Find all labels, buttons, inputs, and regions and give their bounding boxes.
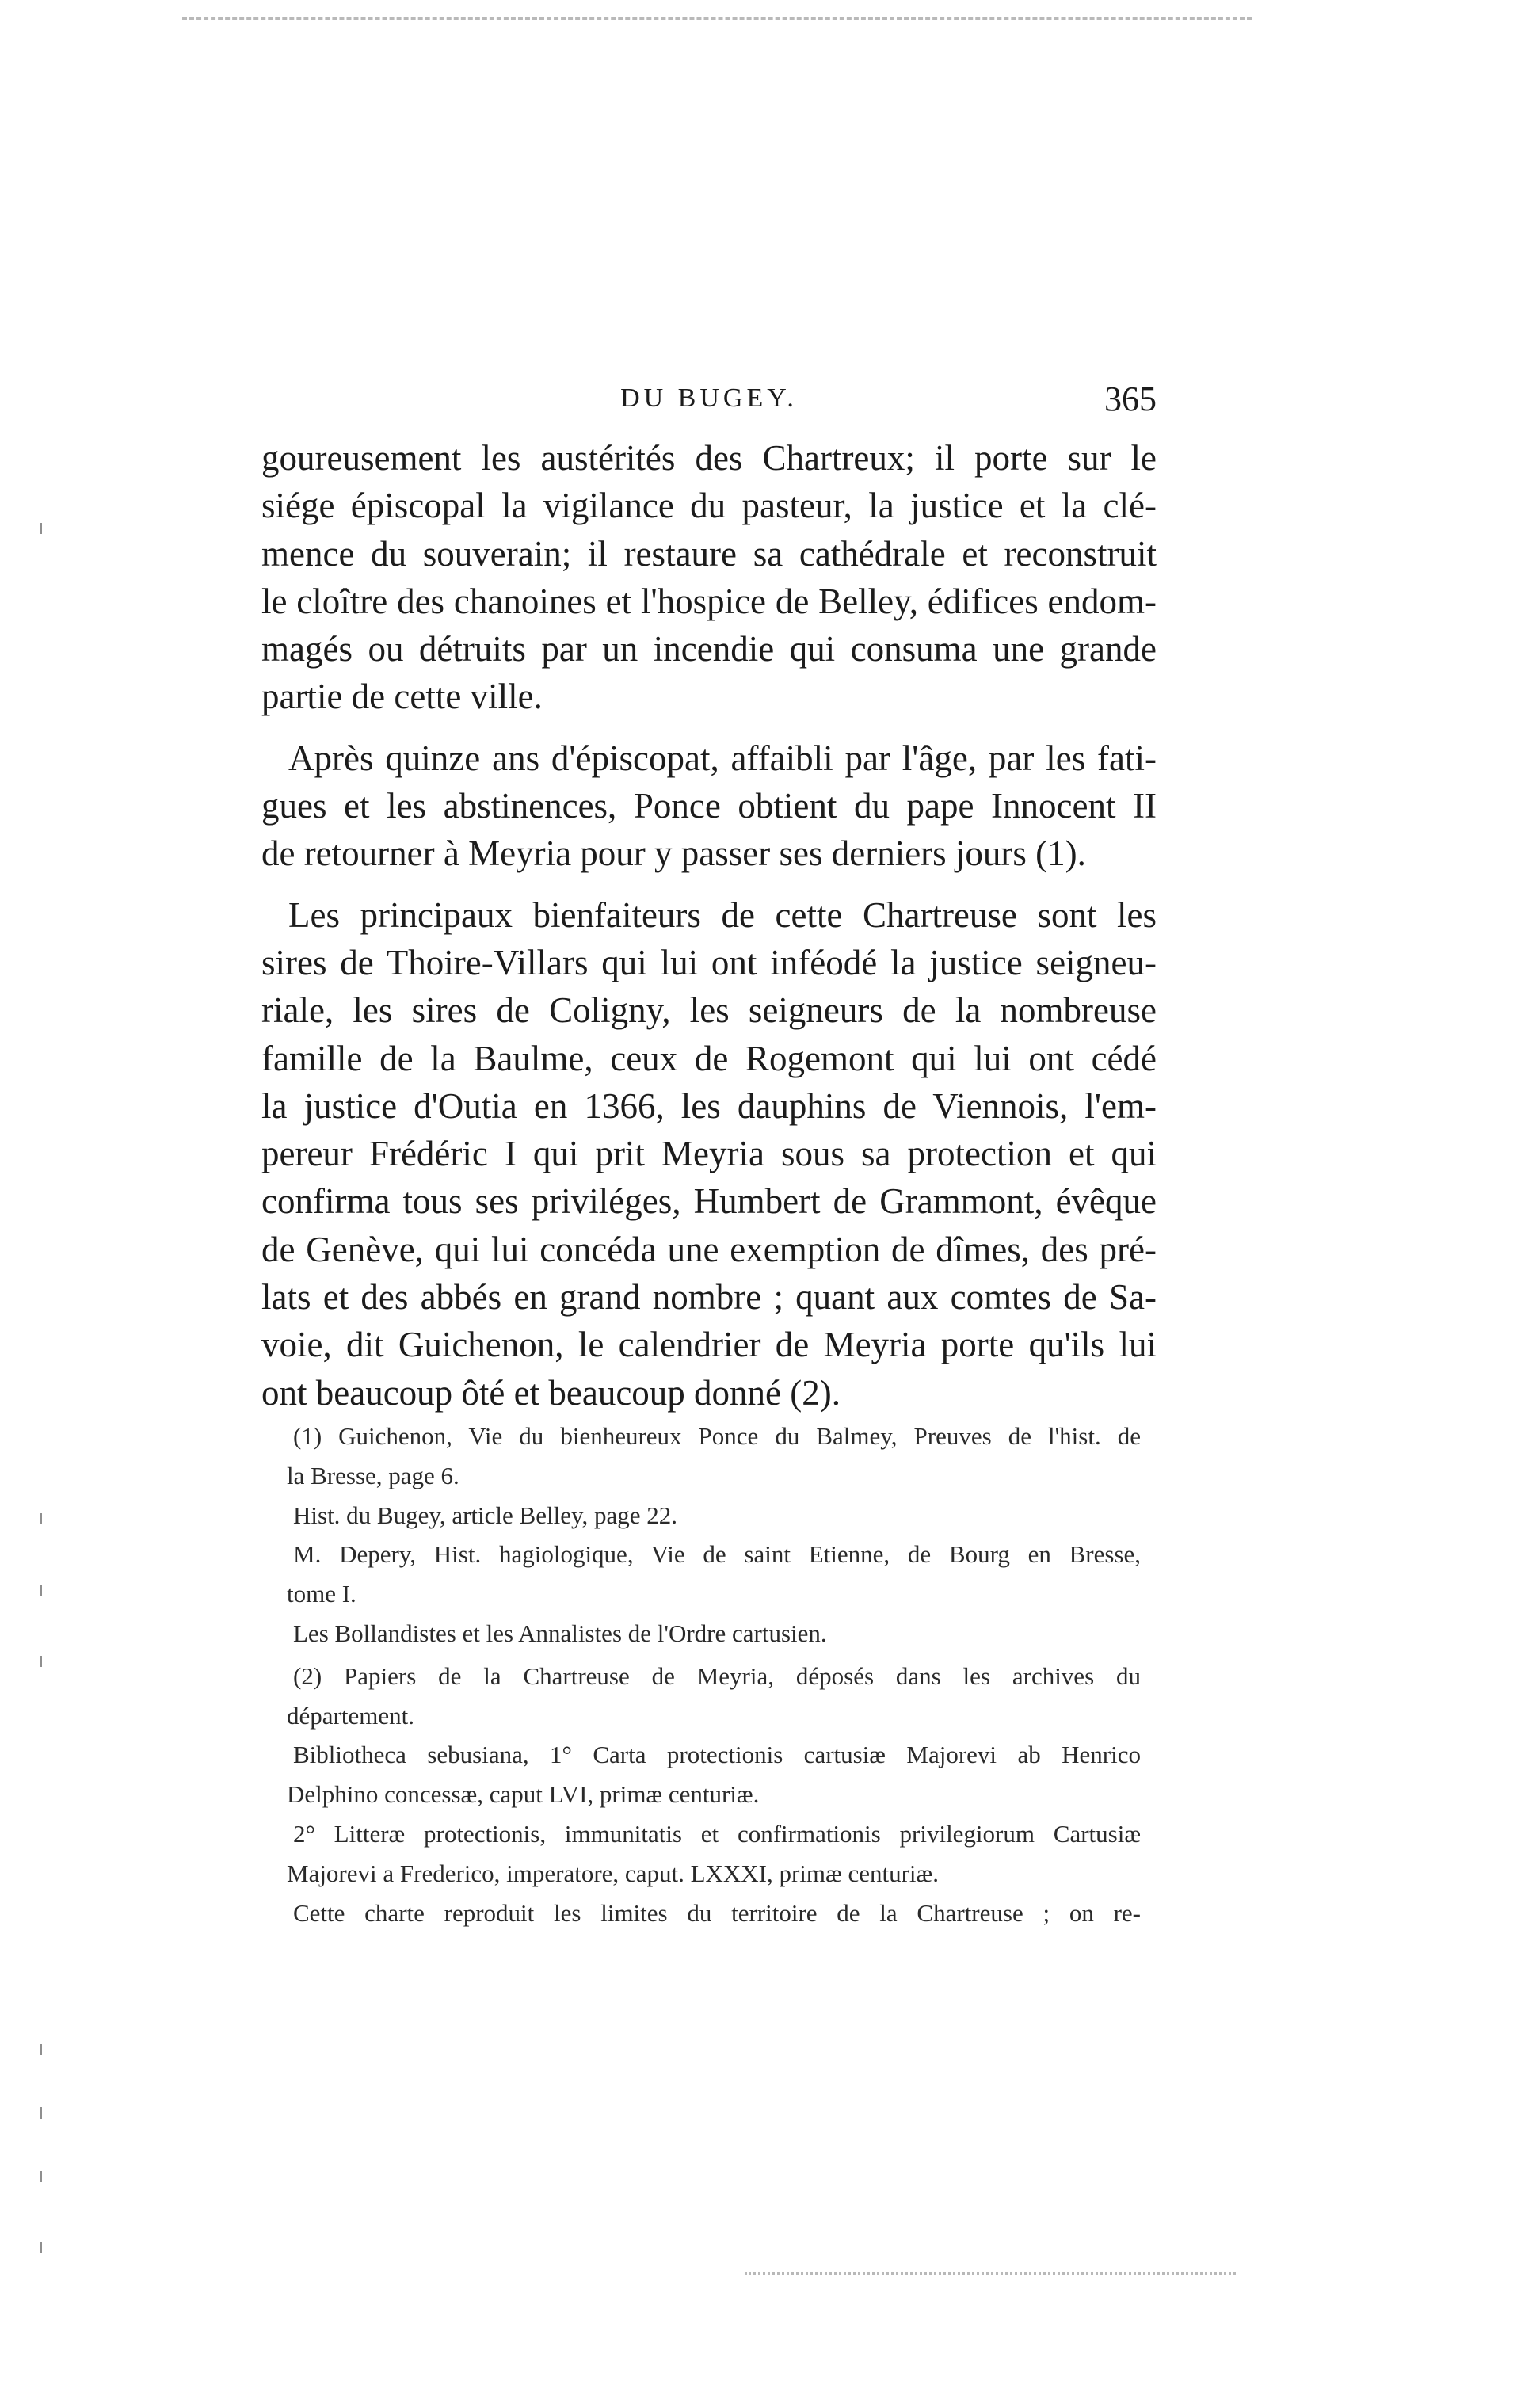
footnote-line: (1) Guichenon, Vie du bienheureux Ponce du Balmey, Preuves de l'hist. de — [293, 1422, 1141, 1450]
footnote-line: Cette charte reproduit les limites du territoire de la Chartreuse ; on re- — [293, 1898, 1141, 1927]
footnote-line: (2) Papiers de la Chartreuse de Meyria, déposés dans les archives du — [293, 1661, 1141, 1690]
body-line: Les principaux bienfaiteurs de cette Chartreuse sont les — [288, 894, 1157, 935]
footnote-line: Les Bollandistes et les Annalistes de l'Ordre cartusien. — [293, 1619, 827, 1647]
body-line: de retourner à Meyria pour y passer ses derniers jours (1). — [261, 833, 1086, 874]
body-line: riale, les sires de Coligny, les seigneurs de la nombreuse — [261, 990, 1157, 1031]
body-line: sires de Thoire-Villars qui lui ont inféodé la justice seigneu- — [261, 942, 1157, 982]
margin-mark — [40, 2242, 42, 2253]
footnote-line: Hist. du Bugey, article Belley, page 22. — [293, 1501, 677, 1529]
body-line: la justice d'Outia en 1366, les dauphins de Viennois, l'em- — [261, 1085, 1157, 1126]
body-line: le cloître des chanoines et l'hospice de Belley, édifices endom- — [261, 581, 1157, 621]
margin-mark — [40, 2044, 42, 2055]
footnote-line: Delphino concessæ, caput LVI, primæ centuriæ. — [287, 1780, 760, 1809]
margin-mark — [40, 2171, 42, 2182]
margin-mark — [40, 2107, 42, 2119]
margin-mark — [40, 1513, 42, 1524]
footnote-line: Bibliotheca sebusiana, 1° Carta protectionis cartusiæ Majorevi ab Henrico — [293, 1741, 1141, 1769]
margin-mark — [40, 523, 42, 534]
page-number: 365 — [1104, 379, 1157, 418]
body-line: Après quinze ans d'épiscopat, affaibli par l'âge, par les fati- — [288, 738, 1157, 778]
body-line: lats et des abbés en grand nombre ; quant aux comtes de Sa- — [261, 1277, 1157, 1318]
margin-mark — [40, 1585, 42, 1596]
body-line: magés ou détruits par un incendie qui consuma une grande — [261, 629, 1157, 669]
body-line: pereur Frédéric I qui prit Meyria sous sa protection et qui — [261, 1134, 1157, 1174]
body-line: goureusement les austérités des Chartreux; il porte sur le — [261, 438, 1157, 478]
body-text — [261, 434, 1157, 1417]
footnote-line: tome I. — [287, 1580, 356, 1608]
body-line: de Genève, qui lui concéda une exemption de dîmes, des pré- — [261, 1229, 1157, 1269]
running-head: DU BUGEY. — [620, 383, 798, 413]
footnote-line: Majorevi a Frederico, imperatore, caput. LXXXI, primæ centuriæ. — [287, 1859, 939, 1887]
footnote-line: M. Depery, Hist. hagiologique, Vie de saint Etienne, de Bourg en Bresse, — [293, 1540, 1141, 1569]
body-line: confirma tous ses priviléges, Humbert de Grammont, évêque — [261, 1181, 1157, 1222]
scan-edge-rule — [182, 17, 1252, 20]
body-line: partie de cette ville. — [261, 677, 543, 717]
page-header — [261, 379, 1157, 426]
footnote-line: 2° Litteræ protectionis, immunitatis et confirmationis privilegiorum Cartusiæ — [293, 1819, 1141, 1848]
footnote-line: département. — [287, 1701, 414, 1730]
footnotes — [287, 1417, 1141, 1932]
scan-edge-dots — [745, 2272, 1236, 2275]
body-line: mence du souverain; il restaure sa cathédrale et reconstruit — [261, 533, 1157, 574]
footnote-line: la Bresse, page 6. — [287, 1461, 459, 1489]
body-line: siége épiscopal la vigilance du pasteur, la justice et la clé- — [261, 486, 1157, 526]
body-line: gues et les abstinences, Ponce obtient du pape Innocent II — [261, 786, 1157, 826]
body-line: ont beaucoup ôté et beaucoup donné (2). — [261, 1372, 841, 1413]
body-line: famille de la Baulme, ceux de Rogemont qui lui ont cédé — [261, 1038, 1157, 1078]
body-line: voie, dit Guichenon, le calendrier de Meyria porte qu'ils lui — [261, 1325, 1157, 1365]
margin-mark — [40, 1656, 42, 1667]
